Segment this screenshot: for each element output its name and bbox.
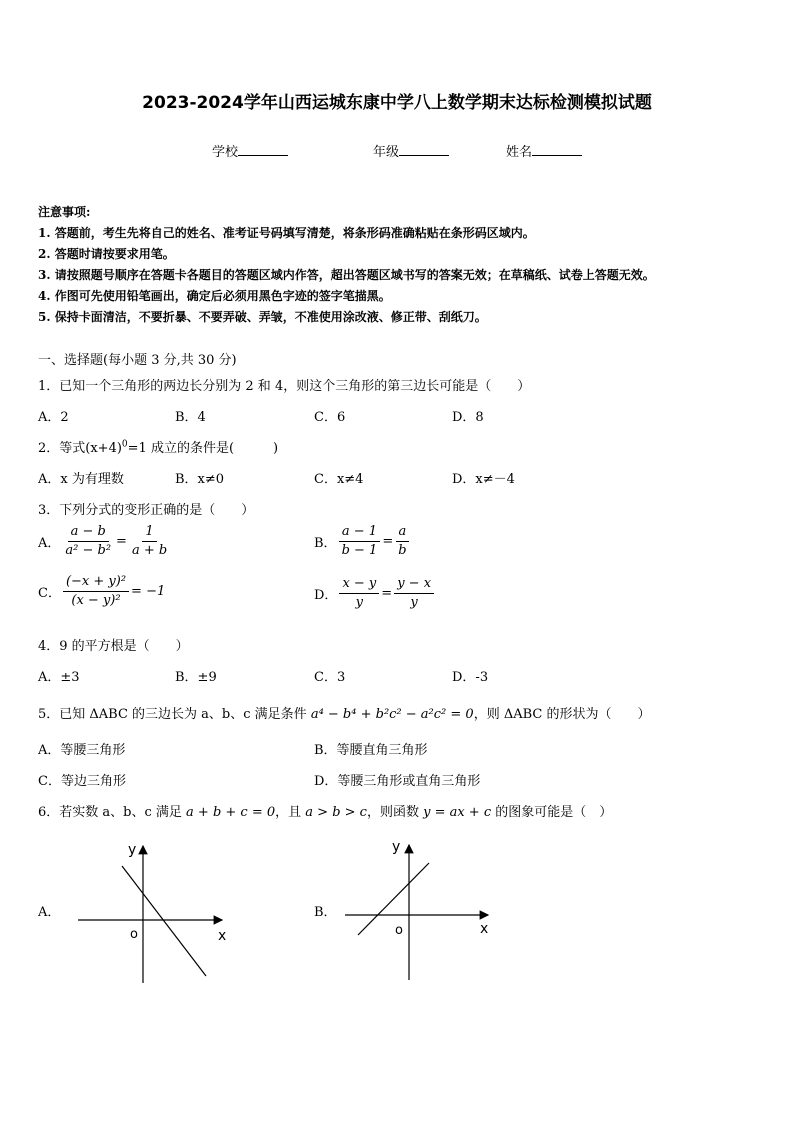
y-axis-label: y [392, 839, 401, 855]
question-5-stem: 5．已知 ΔABC 的三边长为 a、b、c 满足条件 a⁴ − b⁴ + b²c² − a²c² = 0，则 ΔABC 的形状为（ ） [38, 707, 651, 722]
name-field: 姓名 [506, 141, 582, 160]
q3-option-b: B． $\frac{a - 1}{b - 1}$ = $\frac{a}{b}$ [314, 524, 412, 559]
fraction: $\frac{a - 1}{b - 1}$ [339, 524, 381, 559]
q3-option-d: D． $\frac{x - y}{y}$ = $\frac{y - x}{y}$ [314, 576, 436, 611]
x-axis-label: x [480, 921, 489, 937]
page-title: 2023-2024学年山西运城东康中学八上数学期末达标检测模拟试题 [142, 93, 652, 113]
origin-label: o [395, 923, 403, 938]
notice-item-2: 2. 答题时请按要求用笔。 [38, 247, 175, 261]
notice-item-5: 5. 保持卡面清洁，不要折暴、不要弄破、弄皱，不准使用涂改液、修正带、刮纸刀。 [38, 310, 487, 324]
fraction: $\frac{y - x}{y}$ [394, 576, 434, 611]
grade-field: 年级 [373, 141, 449, 160]
fraction: $\frac{1}{a + b}$ [131, 524, 168, 558]
fraction: $\frac{x - y}{y}$ [339, 576, 379, 611]
q4-option-c: C．3 [314, 670, 346, 685]
question-2-stem: 2．等式$(x+4)^0=1$ 成立的条件是( ) [38, 439, 279, 456]
function-line [358, 863, 429, 935]
q3-option-a: A． $\frac{a - b}{\text{a² − b²}}$ = $\frac{1}{a + b}$ [38, 524, 172, 559]
q6-option-b-label: B． [314, 905, 337, 920]
q4-option-a: A．±3 [38, 670, 80, 685]
q3-option-c: C． $\frac{\text{(−x + y)²}}{\text{(x − y)²}}$ = −1 [38, 574, 166, 608]
q5-option-d: D．等腰三角形或直角三角形 [314, 774, 481, 789]
q6-graph-a [70, 838, 240, 988]
q2-option-b: B．x≠0 [175, 472, 225, 487]
q4-option-d: D．-3 [452, 670, 489, 685]
fraction: $\frac{\text{(−x + y)²}}{\text{(x − y)²}}$ [63, 574, 129, 609]
q5-option-b: B．等腰直角三角形 [314, 743, 428, 758]
q2-option-c: C．x≠4 [314, 472, 364, 487]
q2-option-a: A．x 为有理数 [38, 472, 124, 487]
q2-option-d: D．x≠－4 [452, 472, 515, 487]
question-3-stem: 3．下列分式的变形正确的是（ ） [38, 503, 255, 518]
q1-option-d: D．8 [452, 410, 484, 425]
notice-item-4: 4. 作图可先使用铅笔画出，确定后必须用黑色字迹的签字笔描黑。 [38, 289, 391, 303]
notice-item-1: 1. 答题前，考生先将自己的姓名、准考证号码填写清楚，将条形码准确粘贴在条形码区域内。 [38, 226, 535, 240]
notice-heading: 注意事项: [38, 205, 91, 219]
function-line [122, 866, 206, 976]
y-axis-label: y [128, 842, 137, 858]
q6-option-a-label: A． [38, 905, 61, 920]
fraction: $\frac{a - b}{\text{a² − b²}}$ [65, 524, 112, 558]
question-4-stem: 4．9 的平方根是（ ） [38, 639, 189, 654]
question-6-stem: 6．若实数 a、b、c 满足 a + b + c = 0，且 a > b > c，则函数 y = ax + c 的图象可能是（ ） [38, 805, 613, 820]
school-field: 学校 [212, 141, 288, 160]
q1-option-a: A．2 [38, 410, 69, 425]
q1-option-b: B．4 [175, 410, 206, 425]
origin-label: o [130, 927, 138, 942]
q4-option-b: B．±9 [175, 670, 217, 685]
q5-option-c: C．等边三角形 [38, 774, 126, 789]
section-heading: 一、选择题(每小题 3 分,共 30 分) [38, 353, 237, 368]
fraction: $\frac{a}{b}$ [395, 524, 409, 559]
q5-option-a: A．等腰三角形 [38, 743, 126, 758]
notice-item-3: 3. 请按照题号顺序在答题卡各题目的答题区域内作答，超出答题区域书写的答案无效；在草稿纸、试卷上答题无效。 [38, 268, 655, 282]
q1-option-c: C．6 [314, 410, 346, 425]
question-1-stem: 1．已知一个三角形的两边长分别为 2 和 4，则这个三角形的第三边长可能是（ ） [38, 379, 531, 394]
q6-graph-b [340, 835, 510, 985]
x-axis-label: x [218, 928, 227, 944]
